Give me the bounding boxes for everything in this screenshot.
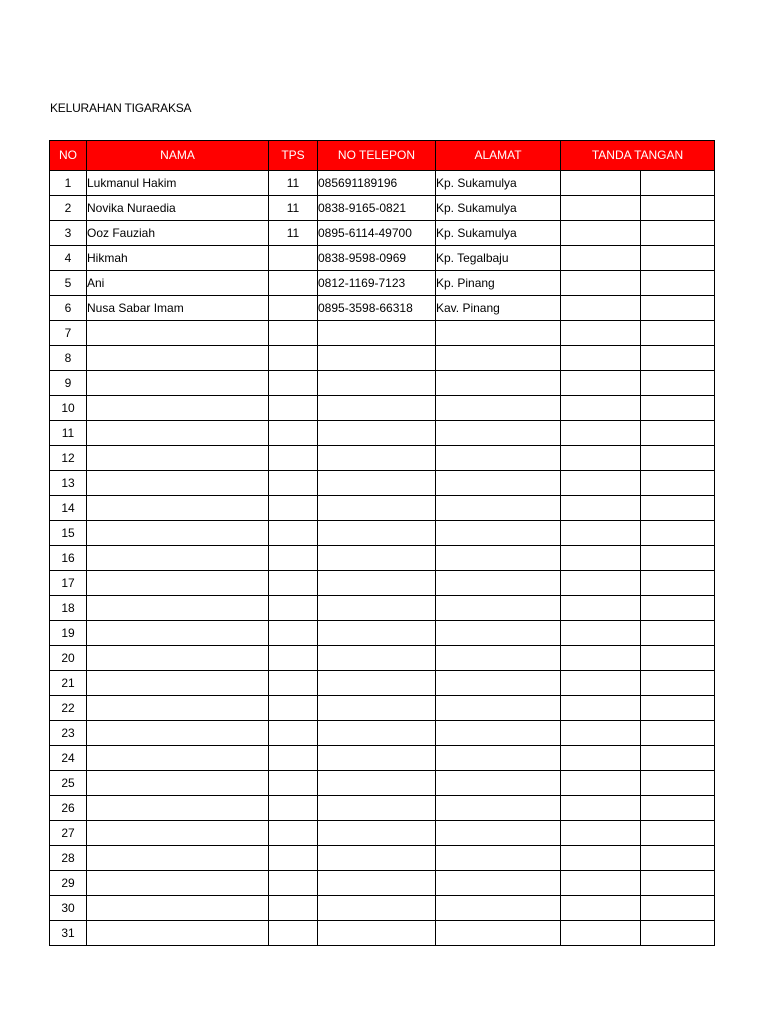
row-nama-cell: Hikmah — [87, 246, 269, 271]
row-signature-cell — [641, 571, 715, 596]
row-no-cell: 11 — [50, 421, 87, 446]
header-nama: NAMA — [87, 141, 269, 171]
table-row — [50, 271, 715, 296]
table-row — [50, 696, 715, 721]
table-row — [50, 746, 715, 771]
page-title: KELURAHAN TIGARAKSA — [50, 101, 192, 115]
row-signature-cell — [641, 196, 715, 221]
row-telepon-cell — [318, 846, 436, 871]
row-nama-cell — [87, 796, 269, 821]
row-alamat-cell — [436, 621, 561, 646]
row-signature-cell — [641, 446, 715, 471]
row-nama-cell: Nusa Sabar Imam — [87, 296, 269, 321]
row-signature-cell — [561, 896, 641, 921]
row-tps-cell — [269, 371, 318, 396]
row-signature-cell — [641, 696, 715, 721]
row-no-cell: 17 — [50, 571, 87, 596]
row-alamat-cell: Kp. Sukamulya — [436, 171, 561, 196]
row-nama-cell — [87, 671, 269, 696]
row-alamat-cell — [436, 396, 561, 421]
row-telepon-cell — [318, 371, 436, 396]
row-telepon-cell — [318, 796, 436, 821]
row-signature-cell — [561, 746, 641, 771]
table-row — [50, 521, 715, 546]
row-signature-cell — [561, 446, 641, 471]
table-row — [50, 296, 715, 321]
row-tps-cell — [269, 596, 318, 621]
row-signature-cell — [641, 646, 715, 671]
row-telepon-cell — [318, 921, 436, 946]
row-signature-cell — [561, 771, 641, 796]
row-no-cell: 1 — [50, 171, 87, 196]
row-telepon-cell — [318, 396, 436, 421]
row-signature-cell — [641, 171, 715, 196]
row-telepon-cell — [318, 896, 436, 921]
row-telepon-cell — [318, 721, 436, 746]
row-no-cell: 22 — [50, 696, 87, 721]
row-signature-cell — [641, 371, 715, 396]
row-signature-cell — [641, 296, 715, 321]
row-alamat-cell — [436, 446, 561, 471]
row-no-cell: 12 — [50, 446, 87, 471]
row-tps-cell — [269, 696, 318, 721]
row-no-cell: 2 — [50, 196, 87, 221]
row-signature-cell — [561, 821, 641, 846]
row-nama-cell — [87, 871, 269, 896]
row-alamat-cell — [436, 771, 561, 796]
row-tps-cell — [269, 871, 318, 896]
row-tps-cell — [269, 621, 318, 646]
row-signature-cell — [561, 921, 641, 946]
row-signature-cell — [561, 696, 641, 721]
row-no-cell: 10 — [50, 396, 87, 421]
row-signature-cell — [561, 421, 641, 446]
row-signature-cell — [641, 471, 715, 496]
row-signature-cell — [561, 396, 641, 421]
row-signature-cell — [641, 746, 715, 771]
row-nama-cell: Ooz Fauziah — [87, 221, 269, 246]
row-alamat-cell — [436, 521, 561, 546]
row-signature-cell — [641, 821, 715, 846]
row-nama-cell — [87, 471, 269, 496]
table-row — [50, 796, 715, 821]
row-tps-cell — [269, 646, 318, 671]
row-telepon-cell: 0838-9598-0969 — [318, 246, 436, 271]
row-signature-cell — [641, 846, 715, 871]
row-nama-cell — [87, 371, 269, 396]
row-telepon-cell — [318, 821, 436, 846]
row-nama-cell — [87, 596, 269, 621]
row-no-cell: 25 — [50, 771, 87, 796]
attendance-table — [49, 140, 715, 946]
row-tps-cell — [269, 471, 318, 496]
row-tps-cell — [269, 296, 318, 321]
row-alamat-cell — [436, 596, 561, 621]
row-signature-cell — [561, 671, 641, 696]
row-telepon-cell — [318, 496, 436, 521]
row-tps-cell — [269, 746, 318, 771]
row-tps-cell: 11 — [269, 171, 318, 196]
row-signature-cell — [641, 421, 715, 446]
table-row — [50, 871, 715, 896]
row-telepon-cell — [318, 671, 436, 696]
table-row — [50, 621, 715, 646]
header-alamat: ALAMAT — [436, 141, 561, 171]
row-signature-cell — [561, 871, 641, 896]
row-telepon-cell: 085691189196 — [318, 171, 436, 196]
row-telepon-cell — [318, 871, 436, 896]
row-signature-cell — [641, 246, 715, 271]
row-no-cell: 26 — [50, 796, 87, 821]
row-telepon-cell — [318, 596, 436, 621]
row-nama-cell — [87, 771, 269, 796]
row-signature-cell — [641, 521, 715, 546]
row-signature-cell — [561, 196, 641, 221]
table-row — [50, 596, 715, 621]
row-signature-cell — [561, 321, 641, 346]
row-nama-cell — [87, 321, 269, 346]
row-alamat-cell — [436, 696, 561, 721]
row-tps-cell — [269, 896, 318, 921]
row-signature-cell — [561, 246, 641, 271]
row-signature-cell — [641, 771, 715, 796]
table-row — [50, 846, 715, 871]
row-no-cell: 18 — [50, 596, 87, 621]
row-alamat-cell — [436, 471, 561, 496]
row-alamat-cell — [436, 421, 561, 446]
row-tps-cell — [269, 546, 318, 571]
table-row — [50, 446, 715, 471]
row-no-cell: 29 — [50, 871, 87, 896]
row-signature-cell — [641, 496, 715, 521]
row-signature-cell — [561, 271, 641, 296]
row-alamat-cell — [436, 571, 561, 596]
row-tps-cell — [269, 421, 318, 446]
header-tps: TPS — [269, 141, 318, 171]
row-no-cell: 9 — [50, 371, 87, 396]
row-nama-cell — [87, 746, 269, 771]
table-row — [50, 196, 715, 221]
row-alamat-cell — [436, 796, 561, 821]
table-row — [50, 821, 715, 846]
row-telepon-cell — [318, 571, 436, 596]
row-nama-cell: Lukmanul Hakim — [87, 171, 269, 196]
row-tps-cell — [269, 846, 318, 871]
row-no-cell: 7 — [50, 321, 87, 346]
row-telepon-cell: 0812-1169-7123 — [318, 271, 436, 296]
table-row — [50, 721, 715, 746]
table-row — [50, 421, 715, 446]
row-alamat-cell: Kav. Pinang — [436, 296, 561, 321]
row-alamat-cell — [436, 821, 561, 846]
row-tps-cell — [269, 446, 318, 471]
row-tps-cell — [269, 521, 318, 546]
row-alamat-cell — [436, 921, 561, 946]
table-row — [50, 471, 715, 496]
row-telepon-cell — [318, 746, 436, 771]
row-signature-cell — [561, 296, 641, 321]
row-signature-cell — [641, 396, 715, 421]
row-alamat-cell: Kp. Sukamulya — [436, 221, 561, 246]
row-signature-cell — [561, 221, 641, 246]
row-signature-cell — [641, 721, 715, 746]
row-signature-cell — [561, 621, 641, 646]
row-nama-cell — [87, 821, 269, 846]
row-no-cell: 24 — [50, 746, 87, 771]
row-alamat-cell — [436, 871, 561, 896]
row-nama-cell — [87, 446, 269, 471]
row-telepon-cell — [318, 321, 436, 346]
row-signature-cell — [561, 521, 641, 546]
row-no-cell: 4 — [50, 246, 87, 271]
row-alamat-cell — [436, 371, 561, 396]
table-row — [50, 546, 715, 571]
row-tps-cell — [269, 671, 318, 696]
row-telepon-cell — [318, 646, 436, 671]
row-signature-cell — [641, 346, 715, 371]
row-signature-cell — [561, 171, 641, 196]
table-header-row — [50, 141, 715, 171]
row-no-cell: 21 — [50, 671, 87, 696]
row-alamat-cell — [436, 846, 561, 871]
row-signature-cell — [641, 221, 715, 246]
row-tps-cell — [269, 821, 318, 846]
row-signature-cell — [561, 496, 641, 521]
row-nama-cell — [87, 696, 269, 721]
row-signature-cell — [641, 871, 715, 896]
row-signature-cell — [561, 546, 641, 571]
header-tanda-tangan: TANDA TANGAN — [561, 141, 715, 171]
row-signature-cell — [641, 621, 715, 646]
row-tps-cell — [269, 396, 318, 421]
row-no-cell: 19 — [50, 621, 87, 646]
row-signature-cell — [641, 596, 715, 621]
row-tps-cell: 11 — [269, 221, 318, 246]
row-tps-cell — [269, 321, 318, 346]
row-nama-cell: Novika Nuraedia — [87, 196, 269, 221]
row-no-cell: 27 — [50, 821, 87, 846]
row-signature-cell — [561, 646, 641, 671]
row-nama-cell — [87, 421, 269, 446]
row-telepon-cell — [318, 421, 436, 446]
row-tps-cell — [269, 246, 318, 271]
row-nama-cell — [87, 921, 269, 946]
row-nama-cell — [87, 571, 269, 596]
row-no-cell: 5 — [50, 271, 87, 296]
row-alamat-cell — [436, 321, 561, 346]
table-row — [50, 396, 715, 421]
row-signature-cell — [561, 596, 641, 621]
row-tps-cell: 11 — [269, 196, 318, 221]
row-no-cell: 31 — [50, 921, 87, 946]
row-telepon-cell — [318, 621, 436, 646]
table-row — [50, 346, 715, 371]
row-no-cell: 13 — [50, 471, 87, 496]
row-signature-cell — [561, 571, 641, 596]
table-row — [50, 221, 715, 246]
row-alamat-cell — [436, 496, 561, 521]
row-no-cell: 3 — [50, 221, 87, 246]
row-signature-cell — [561, 846, 641, 871]
row-no-cell: 8 — [50, 346, 87, 371]
row-nama-cell — [87, 621, 269, 646]
row-tps-cell — [269, 346, 318, 371]
row-tps-cell — [269, 796, 318, 821]
row-telepon-cell — [318, 346, 436, 371]
row-signature-cell — [641, 546, 715, 571]
row-tps-cell — [269, 721, 318, 746]
row-alamat-cell — [436, 721, 561, 746]
row-alamat-cell: Kp. Pinang — [436, 271, 561, 296]
row-telepon-cell: 0838-9165-0821 — [318, 196, 436, 221]
row-alamat-cell — [436, 746, 561, 771]
row-signature-cell — [561, 346, 641, 371]
row-telepon-cell — [318, 521, 436, 546]
row-no-cell: 30 — [50, 896, 87, 921]
row-tps-cell — [269, 571, 318, 596]
row-nama-cell — [87, 721, 269, 746]
row-signature-cell — [641, 271, 715, 296]
row-no-cell: 16 — [50, 546, 87, 571]
row-alamat-cell — [436, 346, 561, 371]
row-alamat-cell — [436, 646, 561, 671]
row-telepon-cell: 0895-3598-66318 — [318, 296, 436, 321]
row-signature-cell — [561, 796, 641, 821]
row-alamat-cell — [436, 546, 561, 571]
row-alamat-cell — [436, 896, 561, 921]
row-signature-cell — [641, 671, 715, 696]
row-nama-cell — [87, 846, 269, 871]
row-nama-cell — [87, 346, 269, 371]
row-signature-cell — [641, 921, 715, 946]
table-row — [50, 321, 715, 346]
table-row — [50, 496, 715, 521]
row-no-cell: 28 — [50, 846, 87, 871]
row-nama-cell — [87, 546, 269, 571]
row-no-cell: 23 — [50, 721, 87, 746]
row-no-cell: 6 — [50, 296, 87, 321]
row-signature-cell — [641, 321, 715, 346]
row-telepon-cell — [318, 546, 436, 571]
row-nama-cell — [87, 496, 269, 521]
table-row — [50, 771, 715, 796]
row-signature-cell — [641, 896, 715, 921]
table-row — [50, 921, 715, 946]
header-telepon: NO TELEPON — [318, 141, 436, 171]
row-tps-cell — [269, 771, 318, 796]
header-no: NO — [50, 141, 87, 171]
row-telepon-cell — [318, 696, 436, 721]
row-signature-cell — [641, 796, 715, 821]
row-nama-cell — [87, 396, 269, 421]
row-alamat-cell: Kp. Sukamulya — [436, 196, 561, 221]
row-alamat-cell: Kp. Tegalbaju — [436, 246, 561, 271]
row-tps-cell — [269, 921, 318, 946]
table-row — [50, 646, 715, 671]
row-signature-cell — [561, 371, 641, 396]
row-telepon-cell — [318, 471, 436, 496]
table-row — [50, 671, 715, 696]
row-nama-cell — [87, 646, 269, 671]
row-telepon-cell: 0895-6114-49700 — [318, 221, 436, 246]
row-no-cell: 20 — [50, 646, 87, 671]
row-nama-cell: Ani — [87, 271, 269, 296]
row-no-cell: 15 — [50, 521, 87, 546]
table-row — [50, 371, 715, 396]
row-signature-cell — [561, 721, 641, 746]
row-telepon-cell — [318, 446, 436, 471]
row-telepon-cell — [318, 771, 436, 796]
table-row — [50, 896, 715, 921]
row-nama-cell — [87, 896, 269, 921]
table-row — [50, 571, 715, 596]
row-tps-cell — [269, 271, 318, 296]
table-row — [50, 171, 715, 196]
row-nama-cell — [87, 521, 269, 546]
row-alamat-cell — [436, 671, 561, 696]
table-row — [50, 246, 715, 271]
row-tps-cell — [269, 496, 318, 521]
row-no-cell: 14 — [50, 496, 87, 521]
row-signature-cell — [561, 471, 641, 496]
